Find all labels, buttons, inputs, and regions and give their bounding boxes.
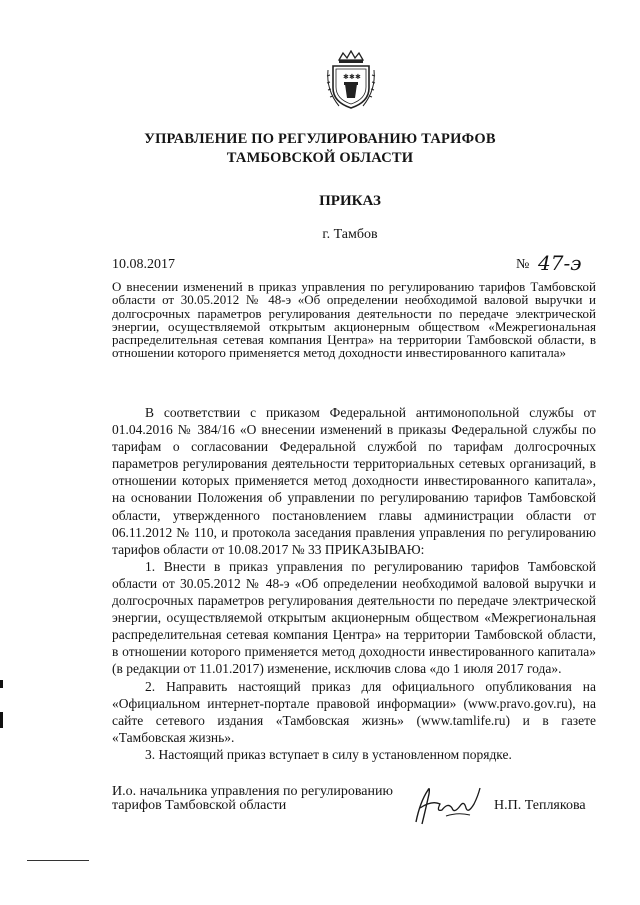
preamble-paragraph: В соответствии с приказом Федеральной антимонопольной службы от 01.04.2016 № 384/16 «О внесении изменений в приказы Федеральной службы по тарифам о согласовании Федеральной службой по тарифам долгосрочных параметров регулирования деятельности территориальных сетевых организаций, в отношении которых применяется метод доходности инвестированного капитала», на основании Положения об управлении по регулированию тарифов Тамбовской области, утвержденного постановлением главы администрации области от 06.11.2012 № 110, и протокола заседания правления управления по регулированию тарифов области от 10.08.2017 № 33 ПРИКАЗЫВАЮ: (112, 405, 596, 557)
city: г. Тамбов (322, 227, 378, 242)
scan-margin-mark (0, 680, 3, 688)
document-date: 10.08.2017 (112, 257, 175, 272)
svg-text:✱: ✱ (355, 73, 361, 81)
order-body (112, 404, 596, 763)
order-item-3: 3. Настоящий приказ вступает в силу в установленном порядке. (145, 746, 512, 762)
order-subject: О внесении изменений в приказ управления по регулированию тарифов Тамбовской области от 30.05.2012 № 48-э «Об определении необходимой валовой выручки и долгосрочных параметров регулирования деятельности по передаче электрической энергии, осуществляемой открытым акционерным обществом «Межрегиональная распределительная сетевая компания Центра» на территории Тамбовской области, в отношении которого применяется метод доходности инвестированного капитала» (112, 279, 596, 361)
svg-text:✱: ✱ (349, 73, 355, 81)
document-number: 47-э (538, 251, 582, 275)
organization-name: УПРАВЛЕНИЕ ПО РЕГУЛИРОВАНИЮ ТАРИФОВ ТАМБОВСКОЙ ОБЛАСТИ (144, 131, 496, 166)
number-sign: № (516, 257, 530, 272)
coat-of-arms-emblem (325, 50, 377, 112)
order-item-1: 1. Внести в приказ управления по регулированию тарифов Тамбовской области от 30.05.2012 № 48-э «Об определении необходимой валовой выручки и долгосрочных параметров регулирования деятельности по передаче электрической энергии, осуществляемой открытым акционерным обществом «Межрегиональная распределительная сетевая компания Центра» на территории Тамбовской области, в отношении которого применяется метод доходности инвестированного капитала» (в редакции от 11.01.2017) изменение, исключив слова «до 1 июля 2017 года». (112, 558, 596, 677)
svg-text:✱: ✱ (343, 73, 349, 81)
signatory-position: И.о. начальника управления по регулированию тарифов Тамбовской области (112, 784, 393, 813)
signatory-name: Н.П. Теплякова (494, 798, 586, 813)
document-title: ПРИКАЗ (319, 193, 381, 209)
scan-margin-mark (0, 712, 3, 728)
order-item-2: 2. Направить настоящий приказ для официального опубликования на «Официальном интернет-портале правовой информации» (www.pravo.gov.ru), на сайте сетевого издания «Тамбовская жизнь» (www.tamlife.ru) и в газете «Тамбовская жизнь». (112, 678, 596, 745)
handwritten-signature (410, 782, 490, 826)
scan-bottom-line (27, 860, 89, 861)
